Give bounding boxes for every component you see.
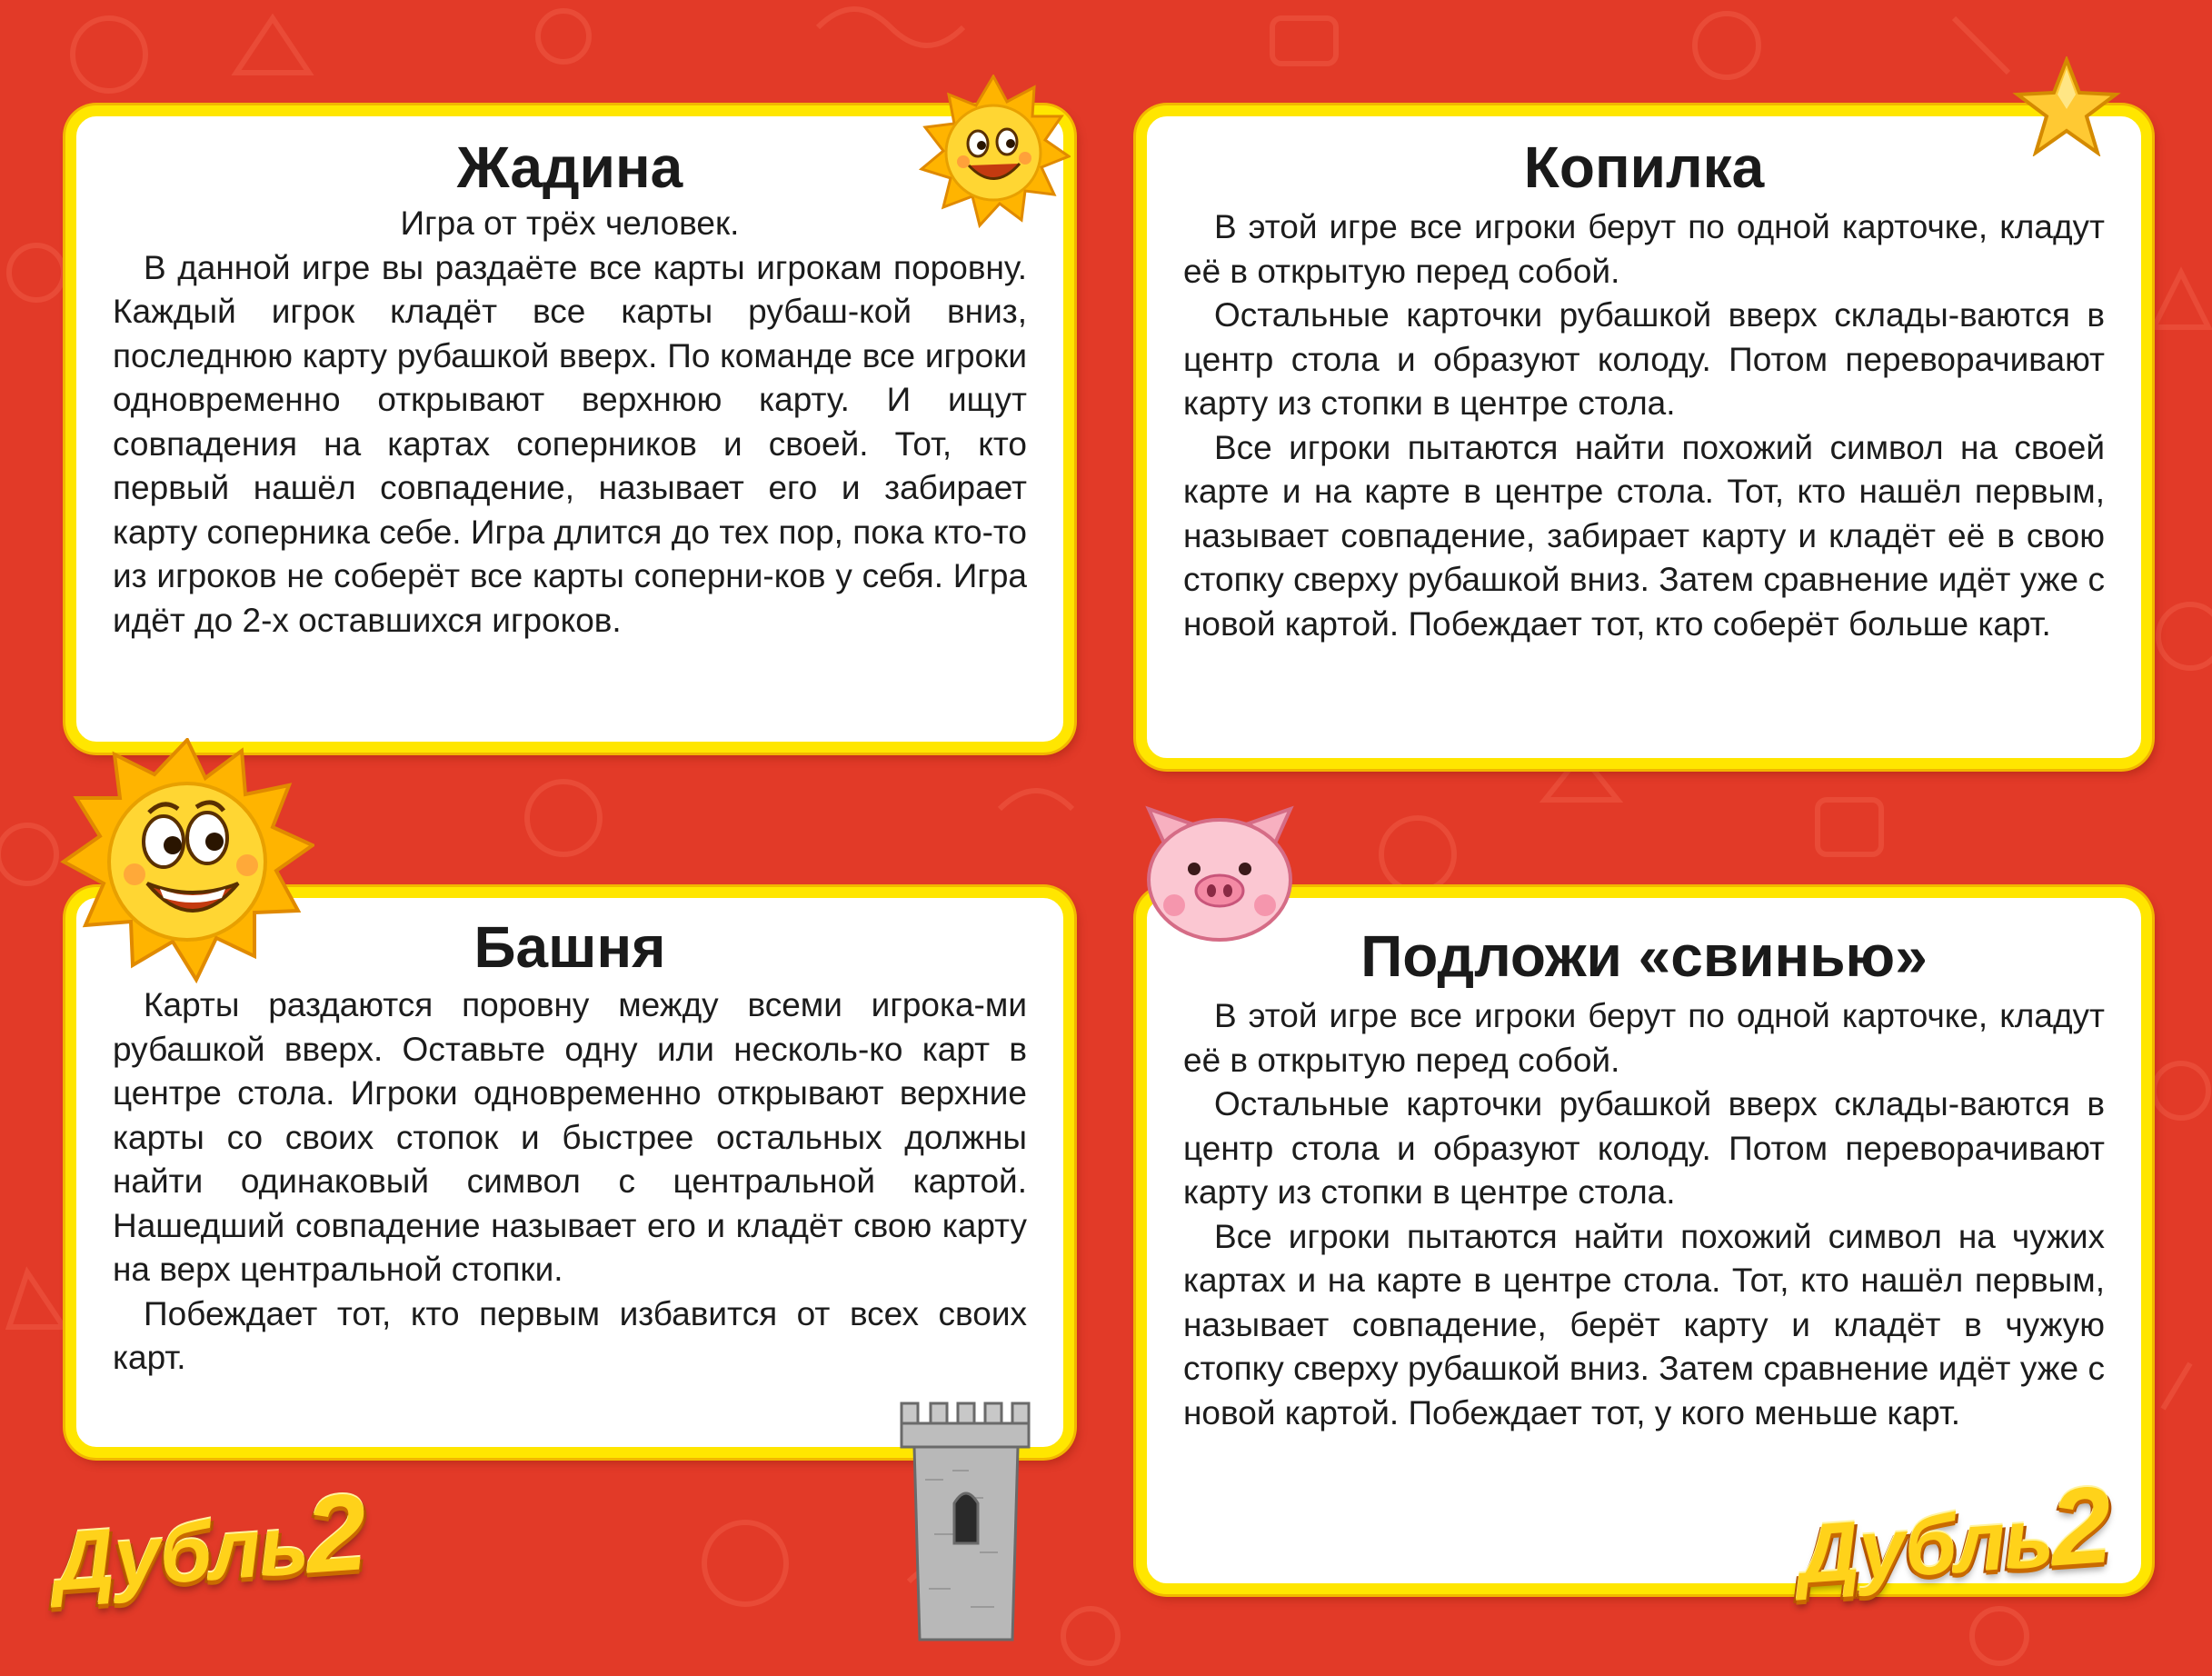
card-paragraph: В этой игре все игроки берут по одной карточке, кладут её в открытую перед собой. (1183, 208, 2105, 290)
card-paragraph: Остальные карточки рубашкой вверх склады-ваются в центр стола и образуют колоду. Потом переворачивают карту из стопки в центре стола. (1183, 1085, 2105, 1211)
card-title: Жадина (456, 135, 683, 200)
card-paragraph: В этой игре все игроки берут по одной карточке, кладут её в открытую перед собой. (1183, 997, 2105, 1079)
logo-word: Дубль (50, 1498, 310, 1609)
card-paragraph: В данной игре вы раздаёте все карты игрокам поровну. Каждый игрок кладёт все карты рубаш-кой вниз, последнюю карту рубашкой вверх. По команде все игроки одновременно открывают верхнюю карту. И ищут совпадения на картах соперников и своей. Тот, кто первый нашёл совпадение, называет его и забирает карту соперника себе. Игра длится до тех пор, пока кто-то из игроков не соберёт все карты соперни-ков у себя. Игра идёт до 2-х оставшихся игроков. (113, 248, 1027, 639)
brand-logo (1794, 1462, 2114, 1609)
star-icon (2012, 56, 2121, 156)
card-paragraph: Побеждает тот, кто первым избавится от всех своих карт. (113, 1294, 1027, 1376)
sun-icon (916, 75, 1071, 229)
card-paragraph: Остальные карточки рубашкой вверх склады-ваются в центр стола и образуют колоду. Потом переворачивают карту из стопки в центре стола. (1183, 296, 2105, 422)
logo-digit: 2 (2046, 1463, 2114, 1590)
card-title: Подложи «свинью» (1360, 923, 1928, 989)
rules-card-kopilka (1136, 105, 2152, 769)
card-paragraph: Все игроки пытаются найти похожий символ на своей карте и на карте в центре стола. Тот, кто нашёл первым, называет совпадение, забирает карту и кладёт её в свою стопку сверху рубашкой вниз. Затем сравнение идёт уже с новой картой. Побеждает тот, кто соберёт больше карт. (1183, 428, 2105, 643)
brand-logo (49, 1469, 369, 1616)
sun-icon (60, 738, 314, 983)
tower-icon (898, 1398, 1034, 1645)
logo-word: Дубль (1795, 1491, 2055, 1601)
card-subtitle: Игра от трёх человек. (400, 205, 740, 242)
logo-digit: 2 (301, 1471, 369, 1597)
pig-icon (1138, 800, 1301, 945)
card-paragraph: Все игроки пытаются найти похожий символ на чужих картах и на карте в центре стола. Тот, кто нашёл первым, называет совпадение, берёт карту и кладёт в чужую стопку сверху рубашкой вниз. Затем сравнение идёт уже с новой картой. Побеждает тот, у кого меньше карт. (1183, 1217, 2105, 1432)
card-title: Башня (473, 914, 666, 980)
card-title: Копилка (1523, 135, 1765, 200)
card-paragraph: Карты раздаются поровну между всеми игрока-ми рубашкой вверх. Оставьте одну или несколь-ко карт в центре стола. Игроки одновременно открывают верхние карты со своих стопок и быстрее остальных должны найти одинаковый символ с центральной картой. Нашедший совпадение называет его и кладёт свою карту на верх центральной стопки. (113, 986, 1027, 1288)
